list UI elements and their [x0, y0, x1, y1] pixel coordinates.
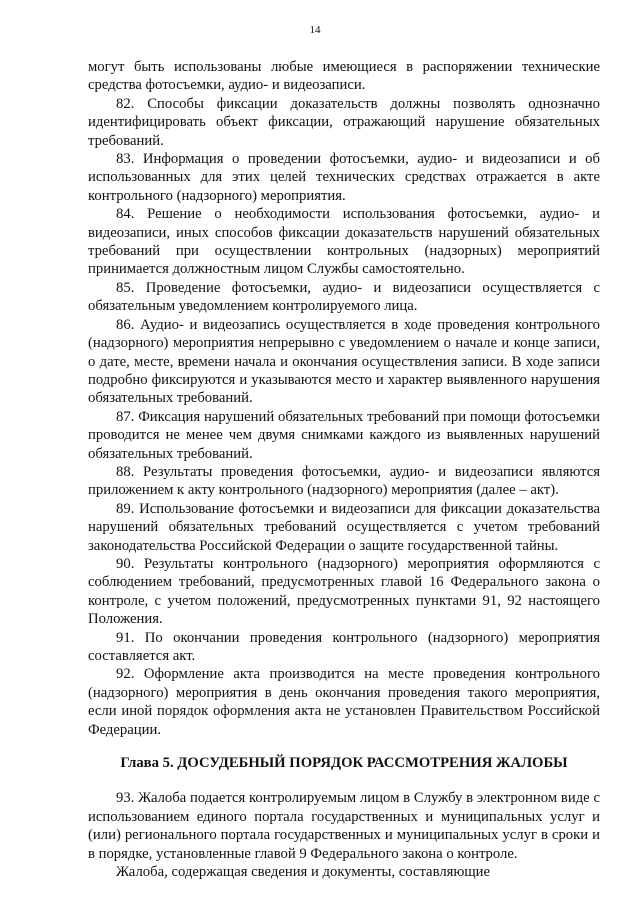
paragraph-85: 85. Проведение фотосъемки, аудио- и видеозаписи осуществляется с обязательным уведомлением контролируемого лица. [88, 279, 600, 315]
continuation-paragraph: могут быть использованы любые имеющиеся в распоряжении технические средства фотосъемки, аудио- и видеозаписи. [88, 59, 600, 94]
paragraph-93: 93. Жалоба подается контролируемым лицом в Службу в электронном виде с использованием единого портала государственных и муниципальных услуг и (или) регионального портала государственных и муниципальных услуг в сроки и в порядке, установленные главой 9 Федерального закона о контроле. [88, 790, 600, 862]
paragraph-83: 83. Информация о проведении фотосъемки, аудио- и видеозаписи и об использованных для этих целей технических средствах отражается в акте контрольного (надзорного) мероприятия. [88, 151, 600, 204]
paragraph-82: 82. Способы фиксации доказательств должны позволять однозначно идентифицировать объект фиксации, отражающий нарушение обязательных требований. [88, 95, 600, 149]
paragraph-89: 89. Использование фотосъемки и видеозаписи для фиксации доказательства нарушений обязательных требований осуществляется с учетом требований законодательства Российской Федерации о защите государственной тайны. [88, 500, 600, 554]
paragraph-86: 86. Аудио- и видеозапись осуществляется в ходе проведения контрольного (надзорного) мероприятия непрерывно с уведомлением о начале и конце записи, о дате, месте, времени начала и окончания осуществления записи. В ходе записи подробно фиксируются и указываются место и характер выявленного нарушения обязательных требований. [88, 316, 600, 407]
chapter-heading: Глава 5. ДОСУДЕБНЫЙ ПОРЯДОК РАССМОТРЕНИЯ ЖАЛОБЫ [120, 755, 568, 772]
paragraph-91: 91. По окончании проведения контрольного (надзорного) мероприятия составляется акт. [88, 629, 600, 664]
paragraph-90: 90. Результаты контрольного (надзорного) мероприятия оформляются с соблюдением требований, предусмотренных главой 16 Федерального закона о контроле, с учетом положений, предусмотренных пунктами 91, 92 настоящего Положения. [88, 555, 600, 628]
document-body [88, 58, 600, 881]
paragraph-complaint-continued: Жалоба, содержащая сведения и документы, составляющие [116, 864, 491, 881]
page-number: 14 [309, 24, 321, 36]
paragraph-87: 87. Фиксация нарушений обязательных требований при помощи фотосъемки проводится не менее чем двумя снимками каждого из выявленных нарушений обязательных требований. [88, 408, 600, 462]
paragraph-84: 84. Решение о необходимости использования фотосъемки, аудио- и видеозаписи, иных способов фиксации доказательств нарушений обязательных требований при осуществлении контрольных (надзорных) мероприятий принимается должностным лицом Службы самостоятельно. [88, 206, 600, 278]
paragraph-92: 92. Оформление акта производится на месте проведения контрольного (надзорного) мероприятия в день окончания проведения такого мероприятия, если иной порядок оформления акта не установлен Правительством Российской Федерации. [88, 666, 600, 738]
paragraph-88: 88. Результаты проведения фотосъемки, аудио- и видеозаписи являются приложением к акту контрольного (надзорного) мероприятия (далее – акт). [88, 463, 600, 499]
